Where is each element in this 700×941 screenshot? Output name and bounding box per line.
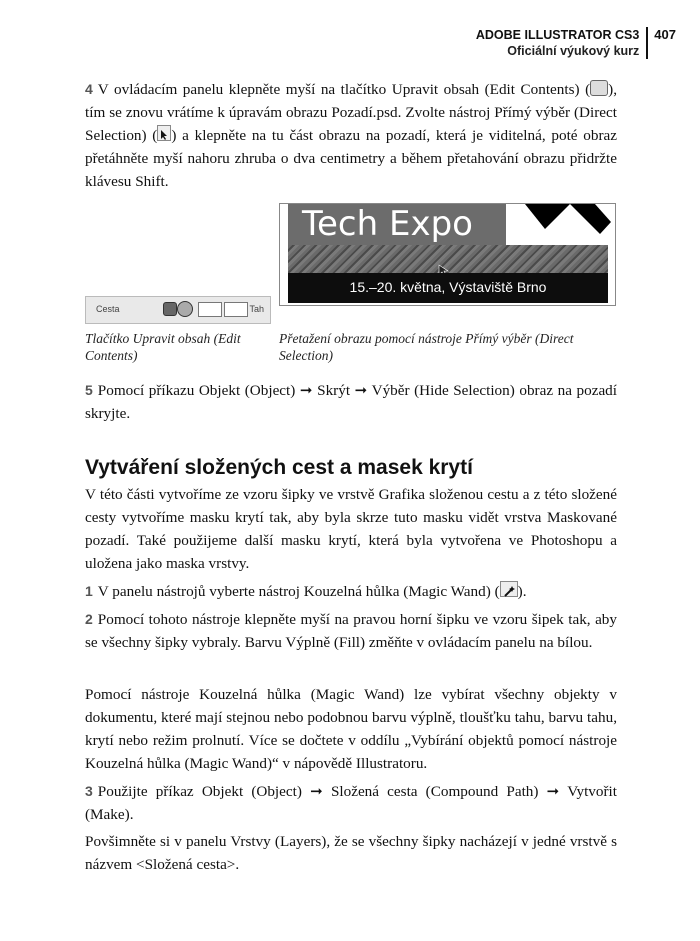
edit-contents-button-icon — [177, 301, 193, 317]
step-number: 5 — [85, 382, 93, 398]
step-1-paragraph — [85, 580, 617, 603]
step-number: 1 — [85, 583, 93, 599]
step-4-paragraph — [85, 78, 617, 193]
step-4-text-1: V ovládacím panelu klepněte myší na tlačítko Upravit obsah (Edit Contents) ( — [97, 81, 591, 98]
banner-title-area — [288, 204, 506, 245]
step-5-text: Pomocí příkazu Objekt (Object) ➞ Skrýt ➞ Výběr (Hide Selection) obraz na pozadí skryjte. — [85, 382, 617, 422]
banner-date-bar — [288, 273, 608, 303]
caption-right: Přetažení obrazu pomocí nástroje Přímý výběr (Direct Selection) — [279, 331, 574, 363]
page-number: 407 — [654, 27, 676, 42]
header-titles — [476, 27, 646, 59]
banner-title: Tech Expo — [302, 204, 473, 244]
caption-left: Tlačítko Upravit obsah (Edit Contents) — [85, 331, 241, 363]
step-number: 2 — [85, 611, 93, 627]
page-header — [476, 27, 676, 59]
step-5-paragraph — [85, 379, 617, 425]
stroke-swatch-icon — [224, 302, 248, 317]
step-3-paragraph — [85, 780, 617, 826]
step-2-paragraph — [85, 608, 617, 654]
direct-selection-icon — [157, 125, 171, 141]
step-number: 3 — [85, 783, 93, 799]
edit-contents-icon — [590, 80, 608, 96]
step-4-text-3: ) a klepněte na tu část obrazu na pozadí, která je viditelná, poté obraz přetáhněte myší nahoru zhruba o dva centimetry a během přetahování obrazu přidržte klávesu Shift. — [85, 127, 617, 190]
closing-paragraph: Povšimněte si v panelu Vrstvy (Layers), že se všechny šipky nacházejí v jedné vrstvě s názvem <Složená cesta>. — [85, 833, 617, 873]
book-title: ADOBE ILLUSTRATOR CS3 — [475, 28, 640, 42]
panel-label: Cesta — [96, 304, 120, 314]
fill-swatch-icon — [198, 302, 222, 317]
section-heading: Vytváření složených cest a masek krytí — [85, 456, 473, 479]
control-panel-figure — [85, 296, 271, 324]
intro-paragraph: V této části vytvoříme ze vzoru šipky ve vrstvě Grafika složenou cestu a z této složené cesty vytvoříme masku krytí tak, aby byla skrze tuto masku vidět vrstva Maskované pozadí. Také použijeme další masku krytí, která byla vytvořena ve Photoshopu a uložena jako maska vrstvy. — [85, 486, 617, 572]
step-number: 4 — [85, 81, 93, 97]
step-1-text-2: ). — [517, 583, 527, 600]
tech-expo-banner-figure — [279, 203, 616, 306]
step-2-text: Pomocí tohoto nástroje klepněte myší na pravou horní šipku ve vzoru šipek tak, aby se všechny šipky vybraly. Barvu Výplně (Fill) změňte v ovládacím panelu na bílou. — [85, 611, 617, 651]
step-4-text-2: ), tím se znovu vrátíme k úpravám obrazu Pozadí.psd. Zvolte nástroj Přímý výběr (Direct Selection) ( — [85, 81, 617, 144]
step-1-text-1: V panelu nástrojů vyberte nástroj Kouzelná hůlka (Magic Wand) ( — [97, 583, 500, 600]
isolation-button-icon — [163, 302, 177, 316]
step-3-text: Použijte příkaz Objekt (Object) ➞ Složená cesta (Compound Path) ➞ Vytvořit (Make). — [85, 783, 617, 823]
panel-stroke-label: Tah — [249, 304, 264, 314]
arrow-pattern — [515, 204, 615, 245]
note-paragraph: Pomocí nástroje Kouzelná hůlka (Magic Wand) lze vybírat všechny objekty v dokumentu, které mají stejnou nebo podobnou barvu výplně, tloušťku tahu, barvu tahu, krytí nebo režim prolnutí. Více se dočtete v oddílu „Vybírání objektů pomocí nástroje Kouzelná hůlka (Magic Wand)“ v nápovědě Illustratoru. — [85, 686, 617, 772]
magic-wand-icon — [500, 581, 518, 597]
book-subtitle: Oficiální výukový kurz — [507, 44, 640, 58]
banner-dates: 15.–20. května, Výstaviště Brno — [349, 279, 547, 295]
